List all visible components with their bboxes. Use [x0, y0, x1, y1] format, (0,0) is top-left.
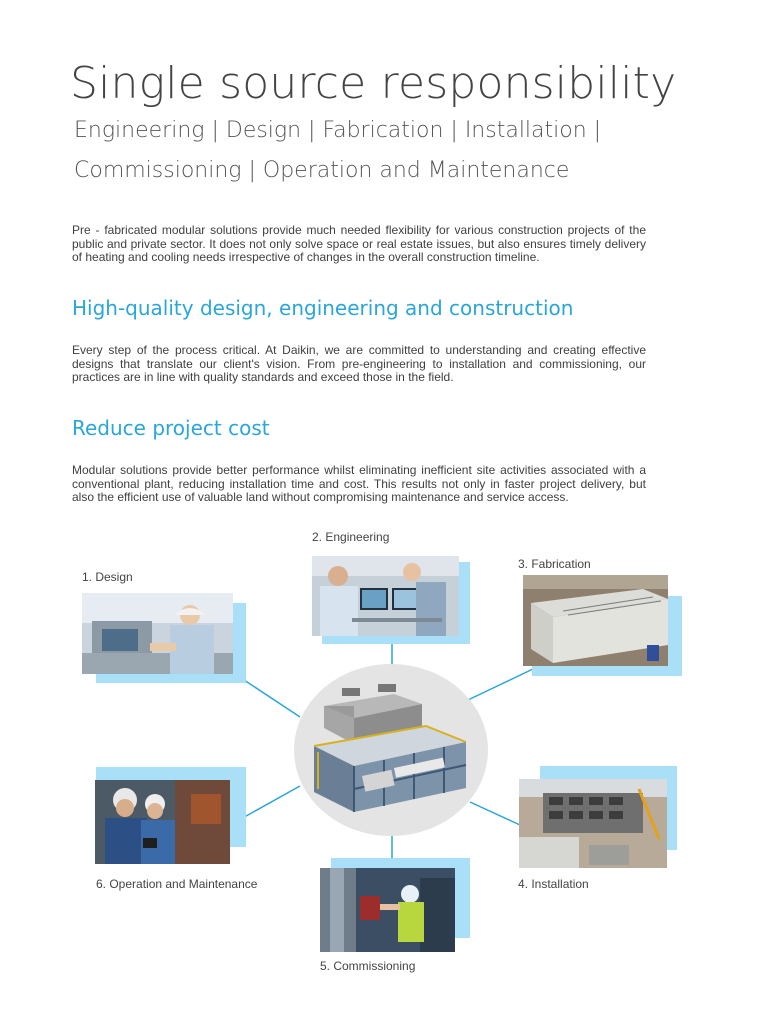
engineering-photo [312, 556, 459, 636]
subtitle-line-2: Commissioning | Operation and Maintenance [74, 158, 570, 183]
design-photo [82, 593, 233, 674]
subtitle-line-1: Engineering | Design | Fabrication | Installation | [74, 118, 602, 143]
step-label-engineering: 2. Engineering [312, 530, 390, 544]
step-label-commissioning: 5. Commissioning [320, 959, 416, 973]
process-diagram [0, 520, 768, 1024]
step-label-design: 1. Design [82, 570, 133, 584]
step-label-operation: 6. Operation and Maintenance [96, 877, 258, 891]
fabrication-photo [523, 575, 668, 666]
commissioning-photo [320, 868, 455, 952]
section-heading-quality: High-quality design, engineering and construction [72, 296, 574, 320]
installation-photo [519, 779, 667, 868]
step-label-fabrication: 3. Fabrication [518, 557, 591, 571]
page-title: Single source responsibility [70, 58, 677, 109]
section-body-quality: Every step of the process critical. At Daikin, we are committed to understanding and creating effective designs that translate our client's vision. From pre-engineering to installation and commissioning, our practices are in line with quality standards and exceed those in the field. [72, 343, 646, 384]
chiller-plant-illustration [294, 664, 488, 836]
section-body-cost: Modular solutions provide better performance whilst eliminating inefficient site activities associated with a conventional plant, reducing installation time and cost. This results not only in faster project delivery, but also the efficient use of valuable land without compromising maintenance and service access. [72, 463, 646, 504]
central-chiller-unit [294, 664, 488, 836]
step-label-installation: 4. Installation [518, 877, 589, 891]
operation-maintenance-photo [95, 780, 230, 864]
section-heading-cost: Reduce project cost [72, 416, 270, 440]
intro-paragraph: Pre - fabricated modular solutions provide much needed flexibility for various construction projects of the public and private sector. It does not only solve space or real estate issues, but also ensures timely delivery of heating and cooling needs irrespective of changes in the overall construction timeline. [72, 223, 646, 264]
